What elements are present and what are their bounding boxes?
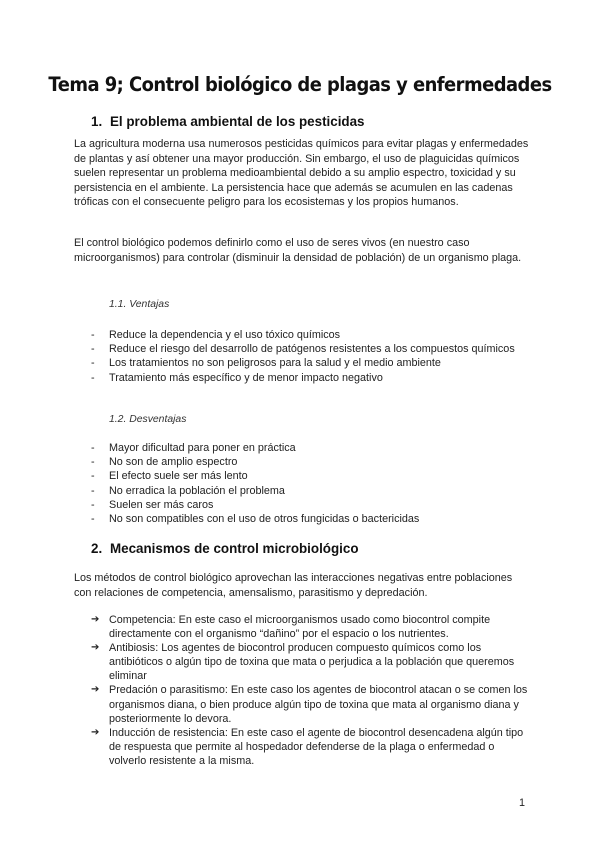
arrow-icon: ➔ [91, 642, 100, 654]
section-2-number: 2. [91, 541, 103, 556]
subsection-ventajas-heading: 1.1. Ventajas [109, 299, 170, 310]
dash-marker: - [91, 357, 95, 370]
dash-marker: - [91, 484, 95, 497]
list-item: ➔ Inducción de resistencia: En este caso el agente de biocontrol desencadena algún tipo de respuesta que permite al hospedador defenderse de la plaga o enfermedad o volverlo resistente a la misma. [91, 726, 524, 767]
dash-marker: - [91, 470, 95, 483]
dash-marker: - [91, 498, 95, 511]
mechanisms-list [91, 613, 533, 768]
list-item: - No erradica la población el problema [91, 484, 285, 497]
dash-marker: - [91, 456, 95, 469]
subsection-desventajas-heading: 1.2. Desventajas [109, 414, 187, 425]
page-number: 1 [518, 797, 525, 809]
list-item: - Reduce el riesgo del desarrollo de patógenos resistentes a los compuestos químicos [91, 343, 515, 356]
dash-marker: - [91, 513, 95, 526]
list-item: - Reduce la dependencia y el uso tóxico químicos [91, 329, 341, 341]
arrow-icon: ➔ [91, 684, 100, 696]
section-2-heading-text: Mecanismos de control microbiológico [110, 541, 359, 556]
dash-marker: - [91, 442, 95, 454]
list-item: - El efecto suele ser más lento [91, 470, 248, 483]
ventajas-list [91, 328, 521, 385]
desventajas-list [91, 441, 521, 526]
section-1-number: 1. [91, 114, 103, 129]
list-item: ➔ Antibiosis: Los agentes de biocontrol producen compuesto químicos como los antibióticos o algún tipo de toxina que mata o perjudica a la población que queremos eliminar [91, 642, 515, 683]
list-item: - Mayor dificultad para poner en práctica [91, 442, 296, 454]
dash-marker: - [91, 343, 95, 356]
dash-marker: - [91, 329, 95, 341]
list-item: - No son compatibles con el uso de otros fungicidas o bactericidas [91, 513, 420, 526]
dash-marker: - [91, 371, 95, 384]
list-item: ➔ Competencia: En este caso el microorganismos usado como biocontrol compite directamente con el organismo “dañino” por el espacio o los nutrientes. [91, 614, 491, 641]
list-item: - Suelen ser más caros [91, 498, 214, 511]
list-item: ➔ Predación o parasitismo: En este caso los agentes de biocontrol atacan o se comen los organismos diana, o bien produce algún tipo de toxina que mata al organismo diana y posteriormente lo devora. [91, 684, 528, 725]
page-title: Tema 9; Control biológico de plagas y enfermedades [48, 73, 552, 96]
section-1-paragraph-2: El control biológico podemos definirlo como el uso de seres vivos (en nuestro caso microorganismos) para controlar (disminuir la densidad de población) de un organismo plaga. [74, 237, 522, 264]
section-1-heading [91, 114, 365, 129]
list-item: - Tratamiento más específico y de menor impacto negativo [91, 371, 383, 384]
section-2-heading [91, 541, 359, 556]
arrow-icon: ➔ [91, 726, 100, 738]
section-1-heading-text: El problema ambiental de los pesticidas [110, 114, 365, 129]
list-item: - No son de amplio espectro [91, 456, 238, 469]
arrow-icon: ➔ [91, 614, 100, 625]
section-2-paragraph: Los métodos de control biológico aprovechan las interacciones negativas entre poblaciones con relaciones de competencia, amensalismo, parasitismo y depredación. [74, 572, 513, 599]
section-1-paragraph-1: La agricultura moderna usa numerosos pesticidas químicos para evitar plagas y enfermedades de plantas y así obtener una mayor producción. Sin embargo, el uso de plaguicidas químicos suelen representar un problema medioambiental debido a su amplio espectro, toxicidad y su persistencia en el ambiente. La persistencia hace que además se acumulen en las cadenas tróficas con el consecuente peligro para los ecosistemas y los propios humanos. [74, 138, 529, 209]
list-item: - Los tratamientos no son peligrosos para la salud y el medio ambiente [91, 357, 441, 370]
